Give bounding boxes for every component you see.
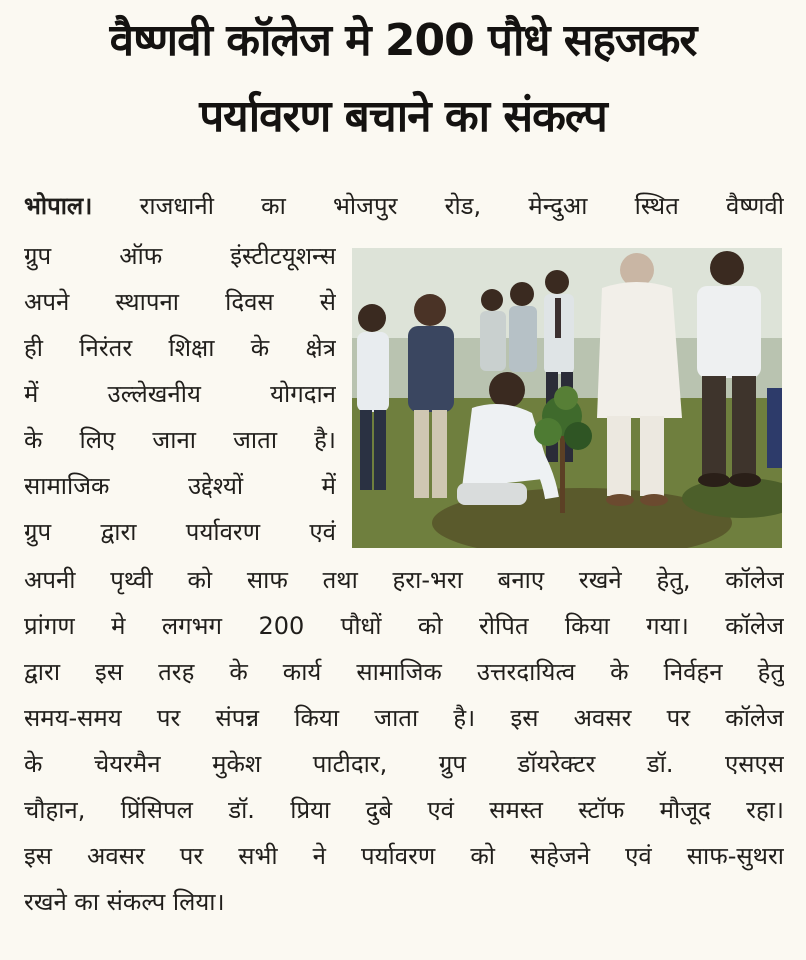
body-line-14: चौहान, प्रिंसिपल डॉ. प्रिया दुबे एवं समस्त स्टॉफ मौजूद रहा। [24, 796, 784, 824]
body-line-11: द्वारा इस तरह के कार्य सामाजिक उत्तरदायित्व के निर्वहन हेतु [24, 658, 784, 686]
photo-illustration [352, 248, 782, 548]
tree-planting-photo [352, 248, 782, 548]
body-line-13: के चेयरमैन मुकेश पाटीदार, ग्रुप डॉयरेक्टर डॉ. एसएस [24, 750, 784, 778]
dateline: भोपाल। [24, 192, 93, 220]
body-line-2: ग्रुप ऑफ इंस्टीटयूशन्स [24, 242, 336, 270]
body-line-12: समय-समय पर संपन्न किया जाता है। इस अवसर पर कॉलेज [24, 704, 784, 732]
body-line-7: सामाजिक उद्देश्यों में [24, 472, 336, 500]
body-line-16: रखने का संकल्प लिया। [24, 888, 225, 916]
body-line-1-text: राजधानी का भोजपुर रोड, मेन्दुआ स्थित वैष्णवी [139, 192, 784, 220]
body-line-5: में उल्लेखनीय योगदान [24, 380, 336, 408]
body-line-10: प्रांगण मे लगभग 200 पौधों को रोपित किया गया। कॉलेज [24, 612, 784, 640]
body-line-8: ग्रुप द्वारा पर्यावरण एवं [24, 518, 336, 546]
body-line-6: के लिए जाना जाता है। [24, 426, 336, 454]
body-line-3: अपने स्थापना दिवस से [24, 288, 336, 316]
headline-line-2: पर्यावरण बचाने का संकल्प [199, 91, 607, 142]
body-line-4: ही निरंतर शिक्षा के क्षेत्र [24, 334, 336, 362]
body-line-9: अपनी पृथ्वी को साफ तथा हरा-भरा बनाए रखने हेतु, कॉलेज [24, 566, 784, 594]
body-line-15: इस अवसर पर सभी ने पर्यावरण को सहेजने एवं साफ-सुथरा [24, 842, 784, 870]
headline-line-1: वैष्णवी कॉलेज मे 200 पौधे सहजकर [109, 15, 697, 66]
body-line-1 [24, 186, 784, 226]
